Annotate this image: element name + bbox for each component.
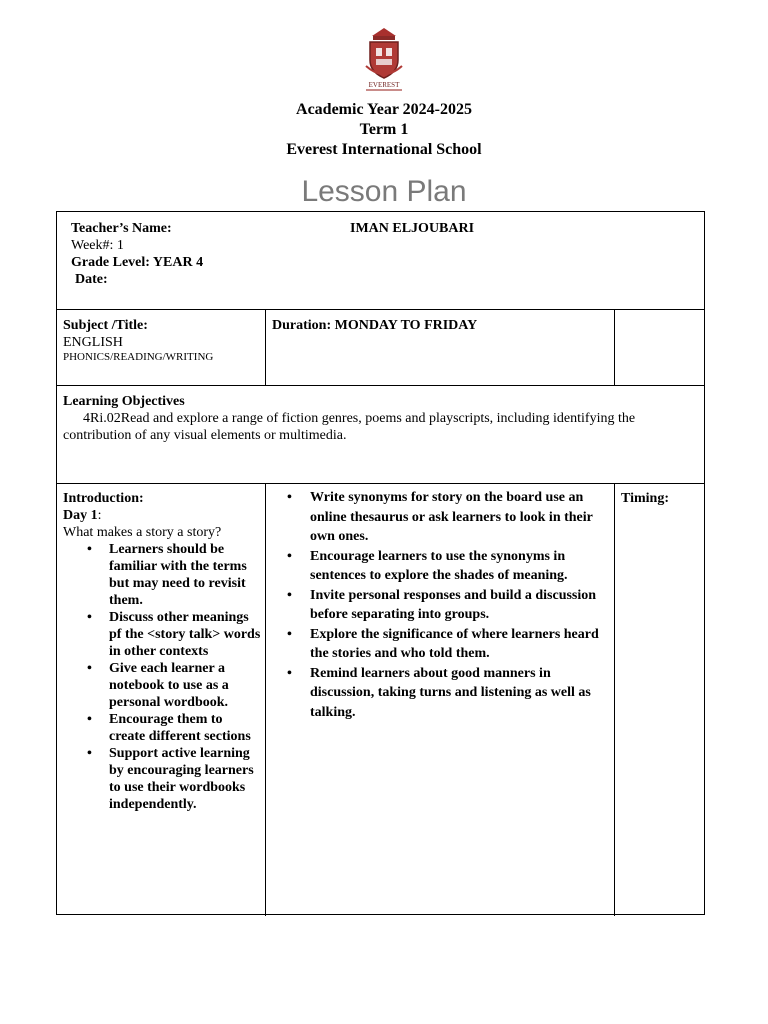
day-line: Day 1:: [63, 508, 102, 523]
list-item: • Remind learners about good manners in discussion, taking turns and listening as well as talking.: [279, 664, 605, 723]
subject-value: ENGLISH: [63, 335, 123, 350]
introduction-label: Introduction:: [63, 491, 144, 506]
lesson-plan-table: [56, 211, 705, 915]
column-divider: [614, 309, 615, 385]
teacher-name: IMAN ELJOUBARI: [350, 221, 475, 236]
list-item: • Explore the significance of where learners heard the stories and who told them.: [279, 625, 605, 664]
logo-wordmark: EVEREST: [368, 81, 400, 89]
list-item: • Learners should be familiar with the terms but may need to revisit them.: [63, 541, 261, 609]
list-item: • Encourage them to create different sections: [63, 711, 261, 745]
list-item: • Invite personal responses and build a discussion before separating into groups.: [279, 586, 605, 625]
school-name: Everest International School: [286, 141, 482, 158]
list-item: • Give each learner a notebook to use as a personal wordbook.: [63, 660, 261, 711]
row-divider: [57, 385, 704, 386]
list-item: • Discuss other meanings pf the <story talk> words in other contexts: [63, 609, 261, 660]
school-logo: [356, 26, 412, 94]
intro-question: What makes a story a story?: [63, 525, 222, 540]
list-item: • Support active learning by encouraging learners to use their wordbooks independently.: [63, 745, 261, 813]
term: Term 1: [359, 121, 409, 138]
timing-label: Timing:: [621, 491, 669, 506]
teacher-label: Teacher’s Name:: [71, 221, 172, 236]
objectives-label: Learning Objectives: [63, 394, 185, 409]
column-divider: [614, 483, 615, 916]
academic-year: Academic Year 2024-2025: [296, 101, 472, 118]
week-number: Week#: 1: [71, 238, 124, 253]
column-divider: [265, 483, 266, 916]
list-item: • Encourage learners to use the synonyms in sentences to explore the shades of meaning.: [279, 547, 605, 586]
objectives-text: 4Ri.02Read and explore a range of fiction genres, poems and playscripts, including identifying the contribution of any visual elements or multimedia.: [63, 411, 636, 443]
duration: Duration: MONDAY TO FRIDAY: [272, 318, 478, 333]
grade-level: Grade Level: YEAR 4: [71, 255, 204, 270]
row-divider: [57, 309, 704, 310]
page-title: Lesson Plan: [301, 175, 467, 208]
date-label: Date:: [75, 272, 108, 287]
row-divider: [57, 483, 704, 484]
list-item: • Write synonyms for story on the board use an online thesaurus or ask learners to look in their own ones.: [279, 488, 605, 547]
day-label: Day 1: [63, 508, 98, 523]
subject-label: Subject /Title:: [63, 318, 148, 333]
column-divider: [265, 309, 266, 385]
introduction-section: [63, 490, 261, 813]
subject-sub: PHONICS/READING/WRITING: [63, 351, 214, 363]
intro-bullet-list: [63, 541, 261, 813]
activities-section: [279, 488, 605, 722]
activities-list: [279, 488, 605, 722]
